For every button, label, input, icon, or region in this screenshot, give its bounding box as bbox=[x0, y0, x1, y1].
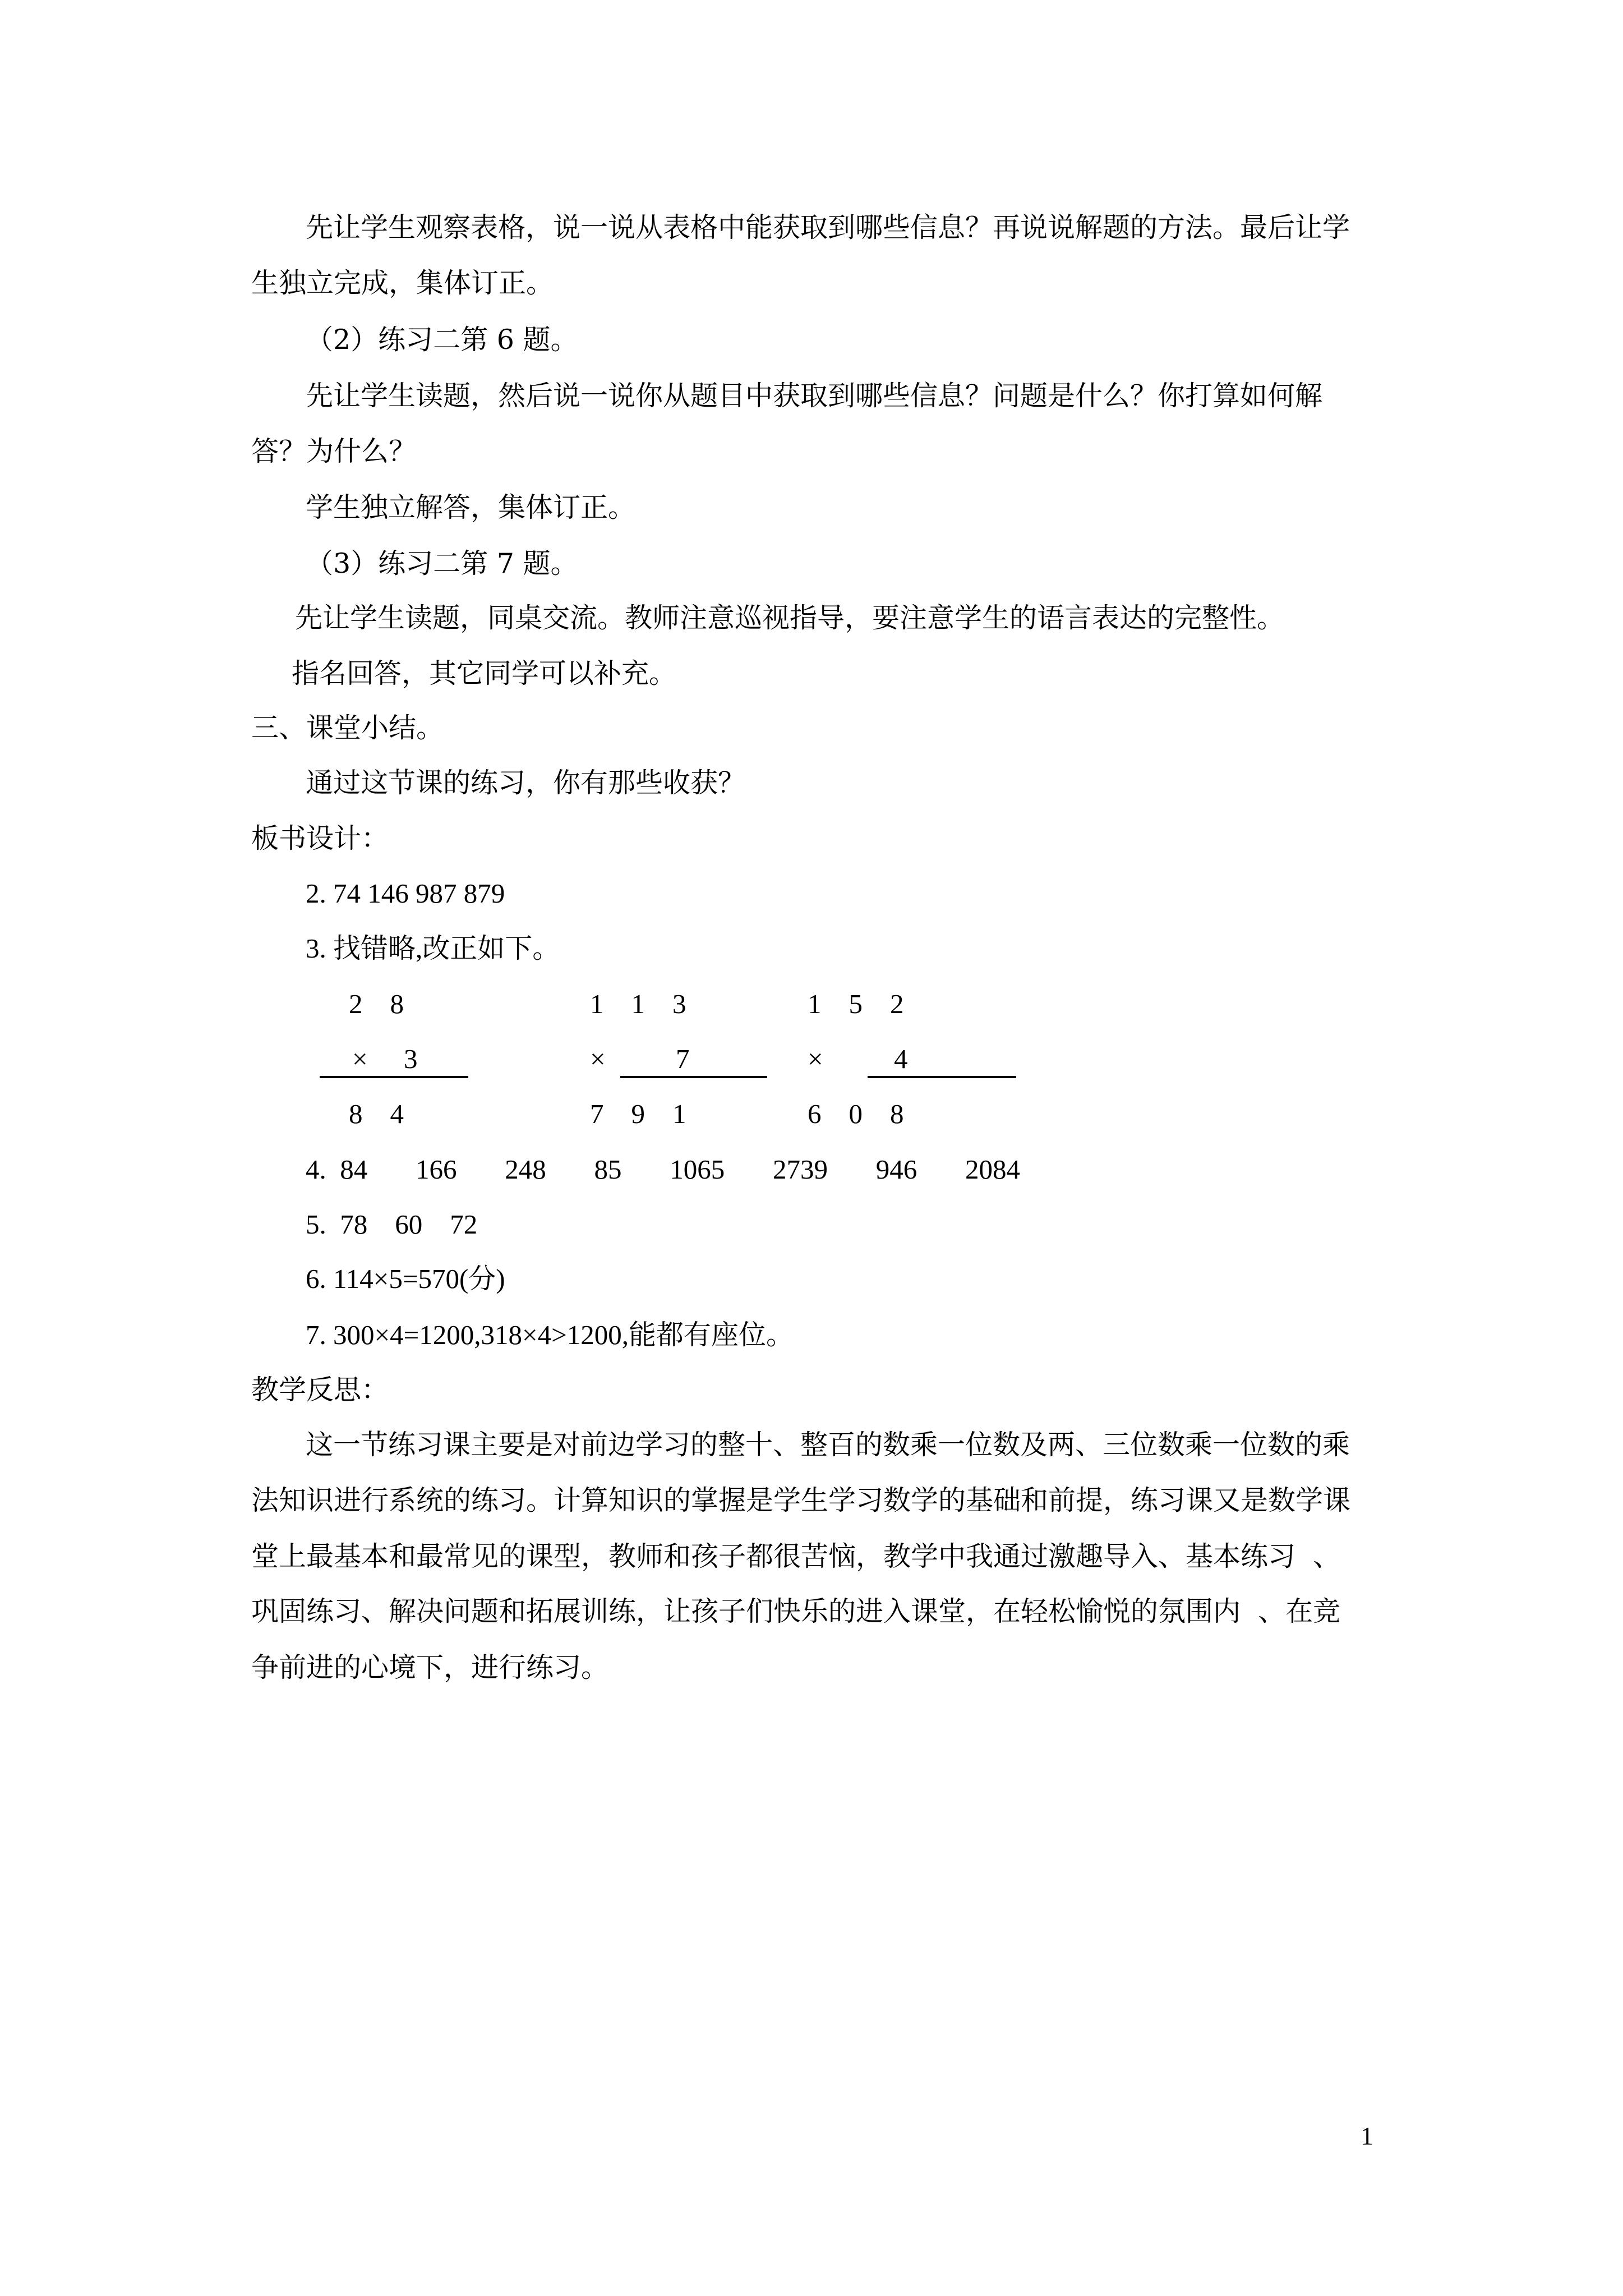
calc-rule bbox=[620, 1076, 767, 1078]
calc-multiplier: 3 bbox=[404, 1043, 418, 1074]
paragraph-line: （3）练习二第 7 题。 bbox=[306, 547, 578, 579]
multiply-sign: × bbox=[590, 1043, 606, 1074]
paragraph-line: 巩固练习、解决问题和拓展训练，让孩子们快乐的进入课堂，在轻松愉悦的氛围内 、在竞 bbox=[251, 1595, 1341, 1627]
board-item-6: 6. 114×5=570(分) bbox=[306, 1263, 505, 1294]
paragraph-line: 先让学生读题，然后说一说你从题目中获取到哪些信息？问题是什么？你打算如何解 bbox=[306, 380, 1323, 412]
paragraph-line: 生独立完成，集体订正。 bbox=[251, 267, 554, 299]
calc-top-digits: 1 1 3 bbox=[590, 988, 686, 1019]
paragraph-line: 先让学生观察表格，说一说从表格中能获取到哪些信息？再说说解题的方法。最后让学 bbox=[306, 211, 1350, 243]
paragraph-line: （2）练习二第 6 题。 bbox=[306, 324, 578, 356]
calc-result: 6 0 8 bbox=[808, 1098, 904, 1129]
paragraph-line: 答？为什么？ bbox=[251, 435, 417, 467]
paragraph-line: 指名回答，其它同学可以补充。 bbox=[292, 657, 677, 689]
board-item-5: 5. 78 60 72 bbox=[306, 1209, 478, 1240]
calc-rule bbox=[320, 1076, 468, 1078]
board-item-3: 3. 找错略,改正如下。 bbox=[306, 933, 560, 964]
board-item-4: 4. 84 166 248 85 1065 2739 946 2084 bbox=[306, 1154, 1020, 1185]
calc-result: 8 4 bbox=[349, 1098, 404, 1129]
multiply-sign: × bbox=[352, 1043, 368, 1074]
multiply-sign: × bbox=[808, 1043, 823, 1074]
calc-multiplier: 7 bbox=[676, 1043, 690, 1074]
calc-multiplier: 4 bbox=[894, 1043, 908, 1074]
board-item-7: 7. 300×4=1200,318×4>1200,能都有座位。 bbox=[306, 1319, 794, 1350]
section-heading: 教学反思： bbox=[251, 1374, 389, 1406]
paragraph-line: 通过这节课的练习，你有那些收获？ bbox=[306, 767, 746, 799]
calc-top-digits: 2 8 bbox=[349, 988, 404, 1019]
paragraph-line: 法知识进行系统的练习。计算知识的掌握是学生学习数学的基础和前提，练习课又是数学课 bbox=[251, 1484, 1351, 1516]
paragraph-line: 学生独立解答，集体订正。 bbox=[306, 491, 636, 523]
calc-result: 7 9 1 bbox=[590, 1098, 686, 1129]
paragraph-line: 堂上最基本和最常见的课型，教师和孩子都很苦恼，教学中我通过激趣导入、基本练习 、 bbox=[251, 1540, 1341, 1572]
section-heading: 三、课堂小结。 bbox=[251, 712, 444, 744]
section-heading: 板书设计： bbox=[251, 822, 389, 854]
calc-rule bbox=[868, 1076, 1016, 1078]
paragraph-line: 先让学生读题，同桌交流。教师注意巡视指导，要注意学生的语言表达的完整性。 bbox=[295, 602, 1285, 634]
board-item-2: 2. 74 146 987 879 bbox=[306, 878, 505, 909]
paragraph-line: 争前进的心境下，进行练习。 bbox=[251, 1651, 609, 1683]
paragraph-line: 这一节练习课主要是对前边学习的整十、整百的数乘一位数及两、三位数乘一位数的乘 bbox=[306, 1429, 1350, 1461]
page-number: 1 bbox=[1361, 2122, 1373, 2150]
calc-top-digits: 1 5 2 bbox=[808, 988, 904, 1019]
